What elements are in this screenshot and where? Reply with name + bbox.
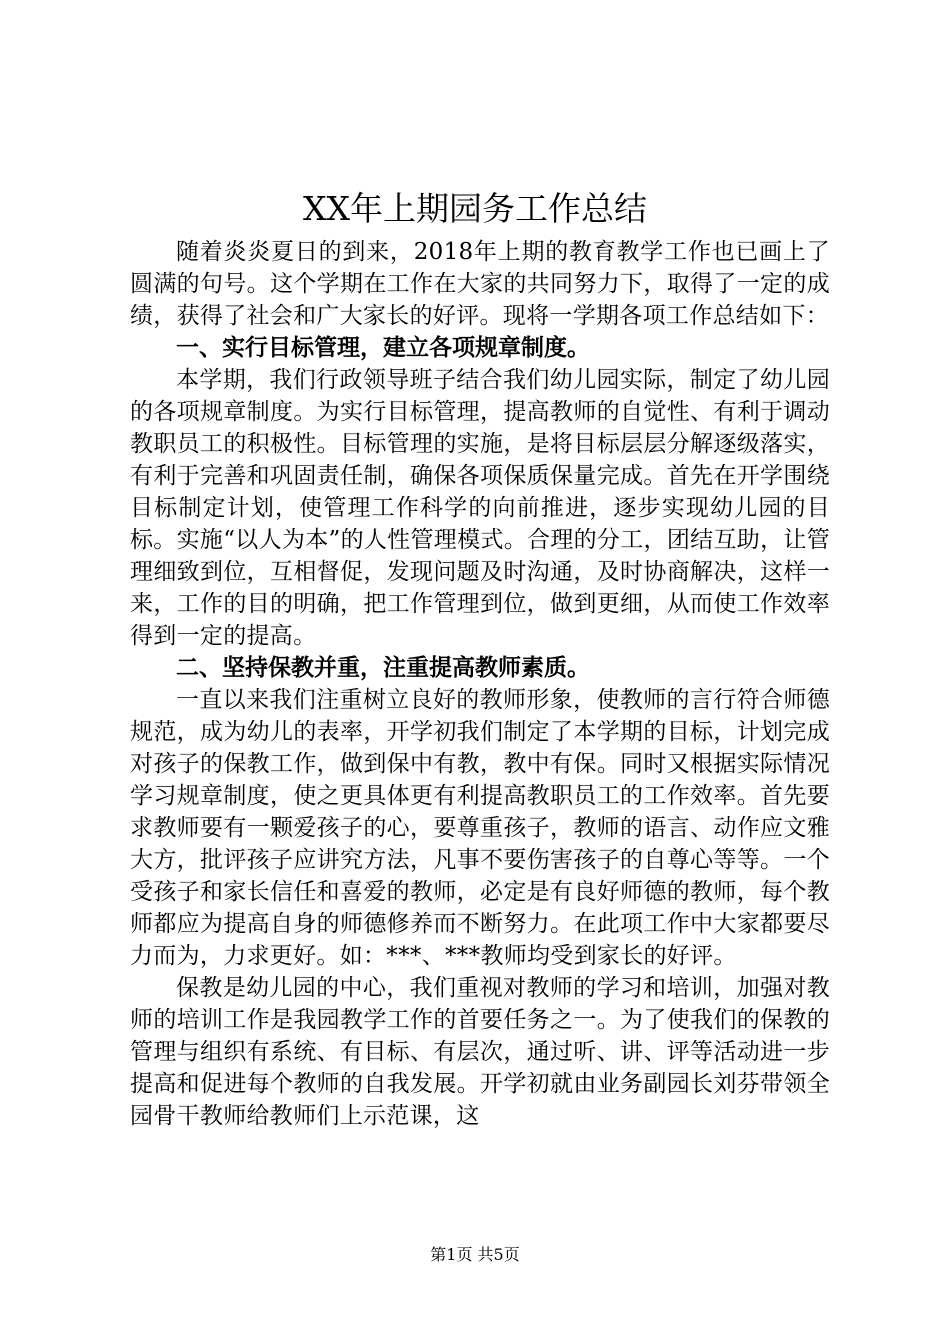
- section-heading-2: 二、坚持保教并重，注重提高教师素质。: [176, 655, 590, 681]
- paragraph-section-2a: 一直以来我们注重树立良好的教师形象，使教师的言行符合师德规范，成为幼儿的表率，开学初我们制定了本学期的目标，计划完成对孩子的保教工作，做到保中有教，教中有保。同时又根据实际情况学习规章制度，使之更具体更有利提高教职员工的工作效率。首先要求教师要有一颗爱孩子的心，要尊重孩子，教师的语言、动作应文雅大方，批评孩子应讲究方法，凡事不要伤害孩子的自尊心等等。一个受孩子和家长信任和喜爱的教师，必定是有良好师德的教师，每个教师都应为提高自身的师德修养而不断努力。在此项工作中大家都要尽力而为，力求更好。如：***、***教师均受到家长的好评。: [130, 687, 830, 969]
- paragraph-section-2b: 保教是幼儿园的中心，我们重视对教师的学习和培训，加强对教师的培训工作是我园教学工作的首要任务之一。为了使我们的保教的管理与组织有系统、有目标、有层次，通过听、讲、评等活动进一步提高和促进每个教师的自我发展。开学初就由业务副园长刘芬带领全园骨干教师给教师们上示范课，这: [130, 975, 830, 1129]
- section-heading-1: 一、实行目标管理，建立各项规章制度。: [176, 335, 590, 361]
- document-title: XX年上期园务工作总结: [303, 189, 647, 228]
- paragraph-section-1: 本学期，我们行政领导班子结合我们幼儿园实际，制定了幼儿园的各项规章制度。为实行目标管理，提高教师的自觉性、有利于调动教职员工的积极性。目标管理的实施，是将目标层层分解逐级落实，有利于完善和巩固责任制，确保各项保质保量完成。首先在开学围绕目标制定计划，使管理工作科学的向前推进，逐步实现幼儿园的目标。实施“以人为本”的人性管理模式。合理的分工，团结互助，让管理细致到位，互相督促，发现问题及时沟通，及时协商解决，这样一来，工作的目的明确，把工作管理到位，做到更细，从而使工作效率得到一定的提高。: [130, 367, 830, 649]
- page-footer: 第1页 共5页: [430, 1245, 520, 1264]
- document-body: [130, 236, 830, 1132]
- paragraph-intro: 随着炎炎夏日的到来，2018年上期的教育教学工作也已画上了圆满的句号。这个学期在工作在大家的共同努力下，取得了一定的成绩，获得了社会和广大家长的好评。现将一学期各项工作总结如下：: [130, 239, 830, 329]
